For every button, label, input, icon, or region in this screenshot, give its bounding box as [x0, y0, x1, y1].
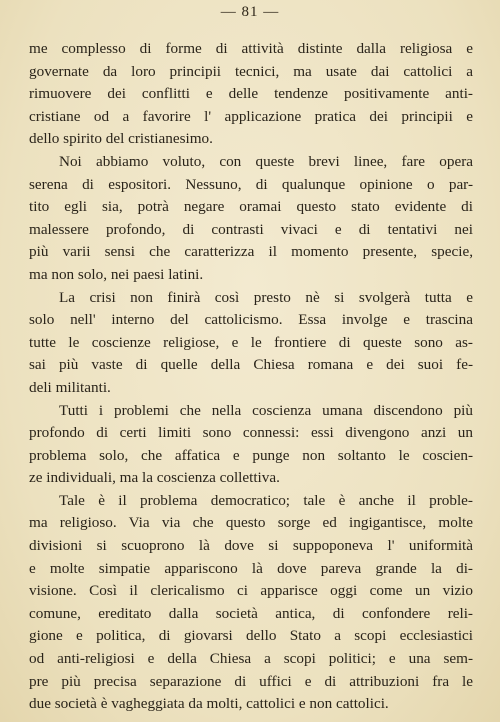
- text-line: serena di espositori. Nessuno, di qualunque opinione o par-: [29, 175, 473, 193]
- text-line: due società è vagheggiata da molti, cattolici e non cattolici.: [29, 695, 389, 713]
- paragraph: [29, 490, 473, 716]
- text-line: malessere profondo, di contrasti vivaci e di tentativi nei: [29, 220, 473, 238]
- text-line: me complesso di forme di attività distinte dalla religiosa e: [29, 40, 473, 57]
- text-line: tutte le coscienze religiose, e le frontiere di queste sono as-: [29, 333, 473, 351]
- text-line: ze individuali, ma la coscienza collettiva.: [29, 469, 280, 487]
- text-line: ma religioso. Via via che questo sorge ed ingigantisce, molte: [29, 514, 473, 532]
- paragraph: [29, 400, 473, 490]
- paragraph: [29, 287, 473, 400]
- text-line: Noi abbiamo voluto, con queste brevi linee, fare opera: [59, 152, 473, 170]
- text-line: ma non solo, nei paesi latini.: [29, 265, 204, 283]
- text-line: rimuovere dei conflitti e delle tendenze positivamente anti-: [29, 85, 473, 103]
- text-line: gione e politica, di giovarsi dello Stato a scopi ecclesiastici: [29, 627, 473, 645]
- text-line: governate da loro principii tecnici, ma usate dai cattolici a: [29, 62, 473, 80]
- text-line: più varii sensi che caratterizza il momento presente, specie,: [29, 243, 473, 261]
- text-line: cristiane od a favorire l' applicazione pratica dei principii e: [29, 107, 473, 125]
- paragraph: [29, 151, 473, 287]
- text-line: pre più precisa separazione di uffici e di attribuzioni fra le: [29, 672, 473, 690]
- text-line: dello spirito del cristianesimo.: [29, 130, 213, 148]
- text-line: e molte simpatie appariscono là dove pareva grande la di-: [29, 559, 473, 577]
- text-line: visione. Così il clericalismo ci apparisce oggi come un vizio: [29, 582, 473, 600]
- text-line: La crisi non finirà così presto nè si svolgerà tutta e: [59, 288, 473, 306]
- text-line: sai più vaste di quelle della Chiesa romana e dei suoi fe-: [29, 356, 473, 374]
- text-line: Tutti i problemi che nella coscienza umana discendono più: [59, 401, 473, 419]
- page-number: — 81 —: [220, 4, 280, 20]
- text-line: tito egli sia, potrà negare oramai questo stato evidente di: [29, 198, 473, 216]
- text-line: od anti-religiosi e della Chiesa a scopi politici; e una sem-: [29, 650, 473, 668]
- text-line: solo nell' interno del cattolicismo. Essa involge e trascina: [29, 311, 473, 329]
- text-line: divisioni si scuoprono là dove si suppoponeva l' uniformità: [29, 537, 473, 555]
- text-line: profondo di certi limiti sono connessi: essi divengono anzi un: [29, 424, 473, 442]
- text-line: comune, ereditato dalla società antica, di confondere reli-: [29, 604, 473, 622]
- text-line: problema solo, che affatica e punge non soltanto le coscien-: [29, 446, 473, 464]
- text-line: Tale è il problema democratico; tale è anche il proble-: [59, 491, 473, 509]
- body-text: [29, 38, 473, 716]
- text-line: deli militanti.: [29, 378, 111, 396]
- paragraph: [29, 38, 473, 151]
